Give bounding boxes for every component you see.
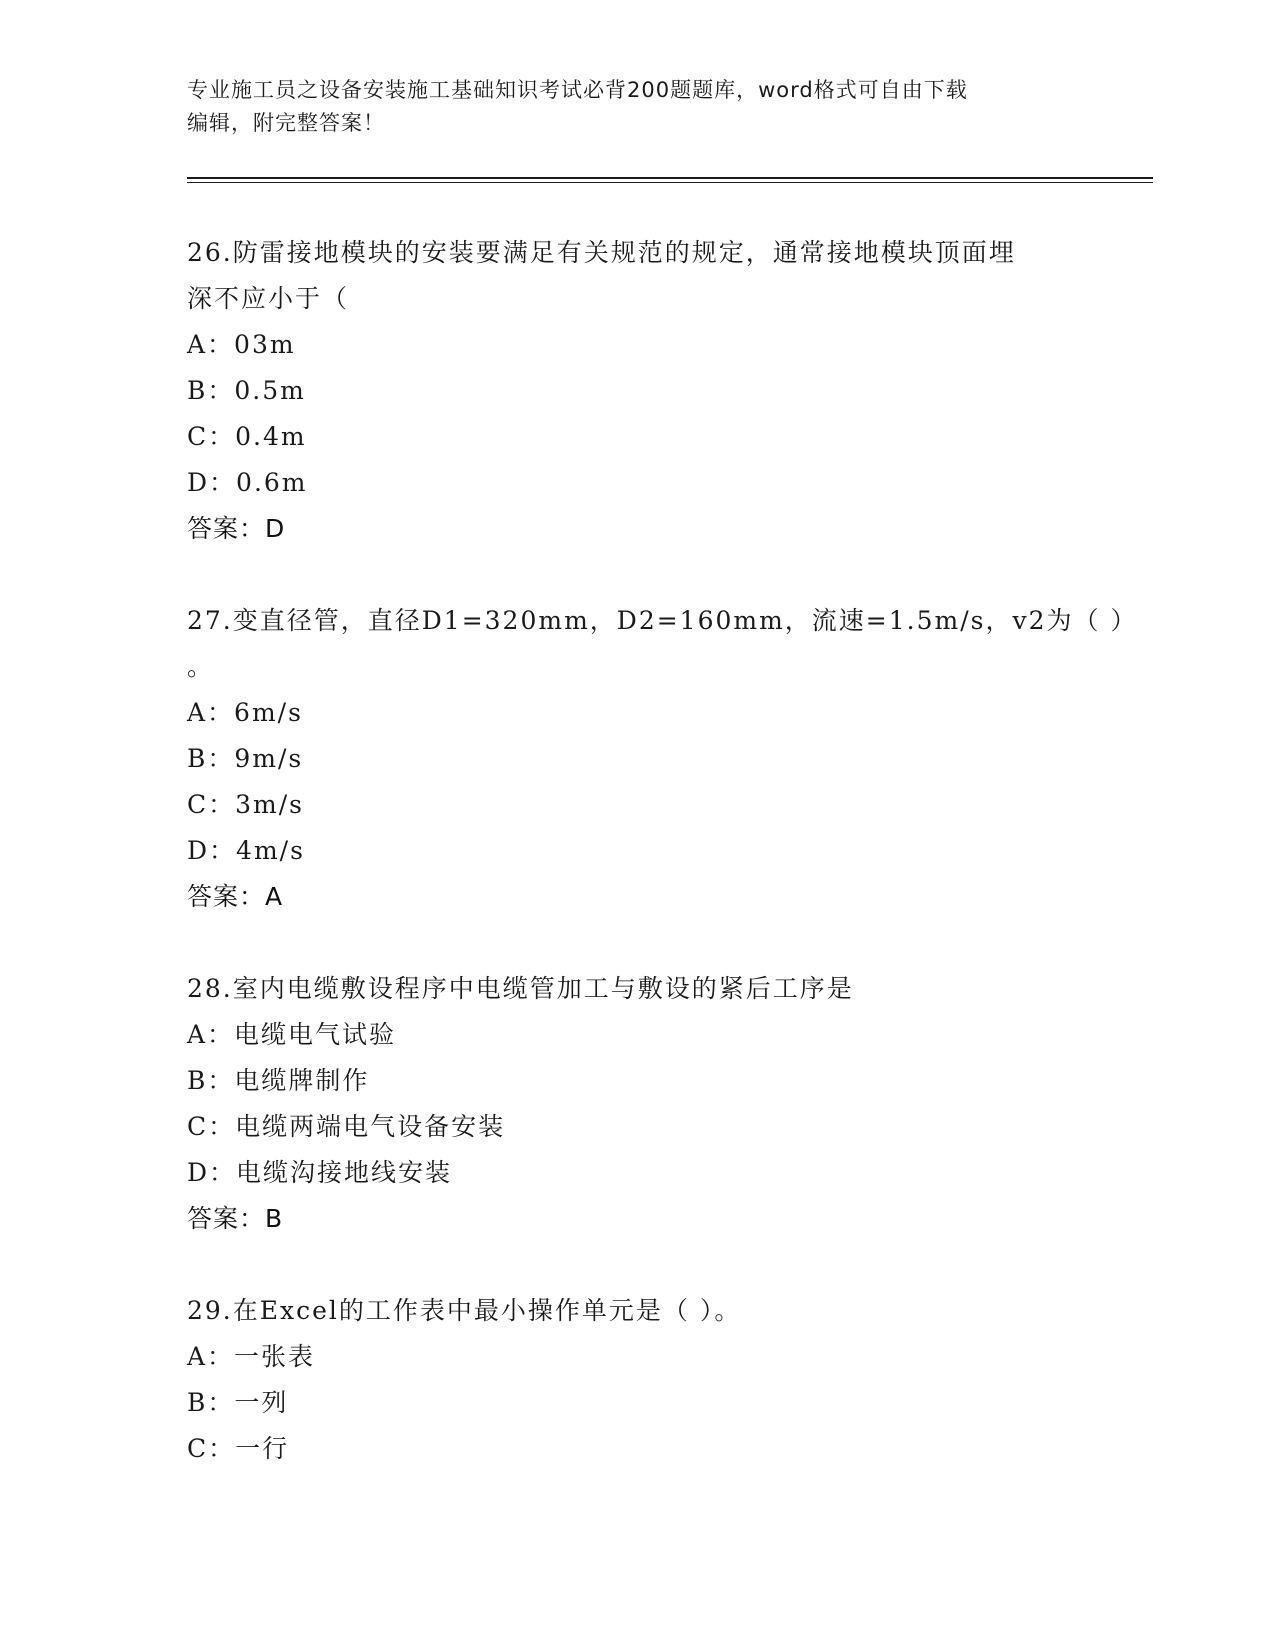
option-b: B：一列 <box>187 1388 289 1417</box>
question-stem-line: 深不应小于（ <box>187 284 350 313</box>
question-28 <box>187 966 1087 1242</box>
option-b: B：电缆牌制作 <box>187 1066 370 1095</box>
option-d: D：电缆沟接地线安装 <box>187 1158 453 1187</box>
option-c: C：3m/s <box>187 790 304 819</box>
option-b: B：0.5m <box>187 376 306 405</box>
question-stem-line: 28.室内电缆敷设程序中电缆管加工与敷设的紧后工序是 <box>187 974 854 1003</box>
option-d: D：0.6m <box>187 468 308 497</box>
header-line-1: 专业施工员之设备安装施工基础知识考试必背200题题库，word格式可自由下载 <box>187 78 968 102</box>
header-line-2: 编辑，附完整答案！ <box>187 111 385 135</box>
question-29 <box>187 1288 1087 1472</box>
answer-label: 答案：D <box>187 514 286 543</box>
question-27 <box>187 598 1138 920</box>
answer-label: 答案：A <box>187 882 284 911</box>
option-c: C：0.4m <box>187 422 307 451</box>
header-divider-thin <box>187 182 1153 183</box>
option-a: A：6m/s <box>187 698 303 727</box>
option-a: A：电缆电气试验 <box>187 1020 397 1049</box>
question-stem-line: 26.防雷接地模块的安装要满足有关规范的规定，通常接地模块顶面埋 <box>187 238 1016 267</box>
option-c: C：电缆两端电气设备安装 <box>187 1112 506 1141</box>
option-a: A：一张表 <box>187 1342 316 1371</box>
question-stem-line: 27.变直径管，直径D1=320mm，D2=160mm，流速=1.5m/s，v2为（ ） <box>187 606 1138 635</box>
question-stem-line: 。 <box>187 652 215 681</box>
option-d: D：4m/s <box>187 836 305 865</box>
header-divider-thick <box>187 177 1153 179</box>
question-stem-line: 29.在Excel的工作表中最小操作单元是（ ）。 <box>187 1296 742 1325</box>
option-c: C：一行 <box>187 1434 290 1463</box>
question-26 <box>187 230 1087 552</box>
answer-label: 答案：B <box>187 1204 284 1233</box>
document-header <box>187 74 1087 140</box>
option-b: B：9m/s <box>187 744 304 773</box>
option-a: A：03m <box>187 330 296 359</box>
